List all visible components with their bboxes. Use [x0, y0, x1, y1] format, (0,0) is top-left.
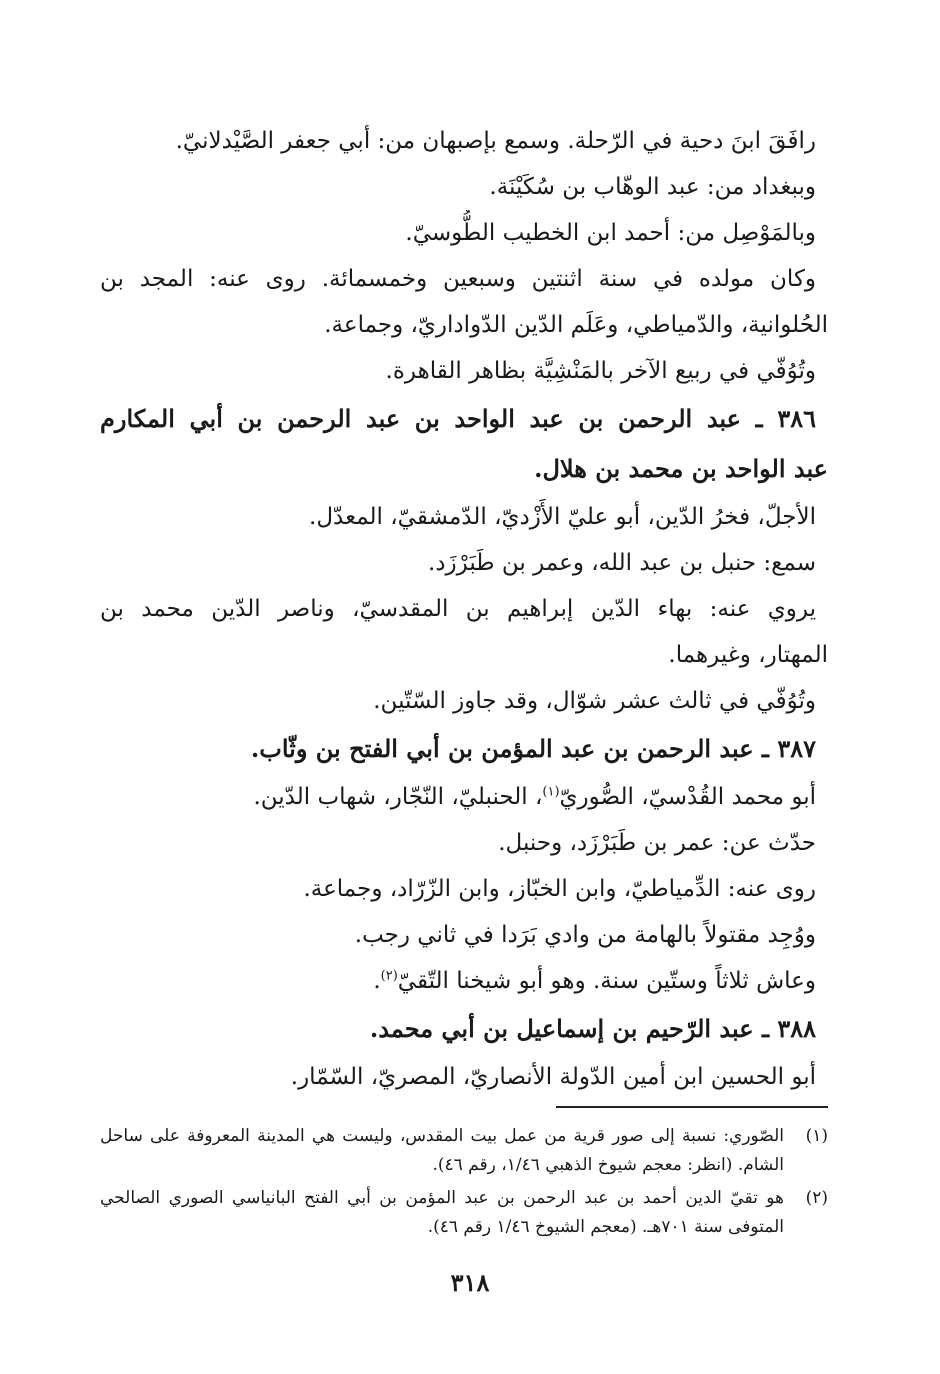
text-line: الأجلّ، فخرُ الدّين، أبو عليّ الأَزْديّ، الدّمشقيّ، المعدّل. — [309, 504, 816, 530]
footnote-ref-1: (١) — [542, 784, 560, 800]
entry-386-heading: ٣٨٦ ـ عبد الرحمن بن عبد الواحد بن عبد الرحمن بن أبي المكارم — [100, 404, 816, 433]
text-line: أبو الحسين ابن أمين الدّولة الأنصاريّ، المصريّ، السّمّار. — [290, 1064, 816, 1090]
footnotes — [100, 1122, 828, 1246]
text-line: وتُوُفّي في ربيع الآخر بالمَنْشِيَّة بظاهر القاهرة. — [385, 358, 816, 384]
footnote-divider — [556, 1106, 828, 1108]
text-line — [100, 774, 828, 820]
text-line: وبالمَوْصِل من: أحمد ابن الخطيب الطُّوسيّ. — [405, 220, 816, 246]
text-line: يروي عنه: بهاء الدّين إبراهيم بن المقدسيّ، وناصر الدّين محمد بن — [100, 596, 817, 622]
text-line: رافَقَ ابنَ دحية في الرّحلة. وسمع بإصبهان من: أبي جعفر الصَّيْدلانيّ. — [175, 128, 816, 154]
text-segment: . — [373, 968, 381, 994]
footnote-ref-2: (٢) — [380, 968, 398, 984]
text-line — [100, 958, 828, 1004]
text-line: سمع: حنبل بن عبد الله، وعمر بن طَبَرْزَد. — [428, 550, 816, 576]
text-line: حدّث عن: عمر بن طَبَرْزَد، وحنبل. — [498, 830, 816, 856]
footnote-text: هو تقيّ الدين أحمد بن عبد الرحمن بن عبد المؤمن بن أبي الفتح البانياسي الصوري الصالحي المتوفى سنة ٧٠١هـ. (معجم الشيوخ ١/٤٦ رقم ٤٦). — [100, 1188, 784, 1237]
text-segment: وعاش ثلاثاً وستّين سنة. وهو أبو شيخنا التّقيّ — [397, 968, 816, 994]
footnote-number: (١) — [805, 1126, 828, 1146]
footnote-1 — [100, 1122, 828, 1180]
text-line: وكان مولده في سنة اثنتين وسبعين وخمسمائة. روى عنه: المجد بن — [100, 266, 816, 292]
footnote-number: (٢) — [805, 1188, 828, 1208]
text-line: وتُوُفّي في ثالث عشر شوّال، وقد جاوز السّتّين. — [373, 688, 816, 714]
entry-386-heading-continued: عبد الواحد بن محمد بن هلال. — [534, 454, 828, 483]
text-line: الحُلوانية، والدّمياطي، وعَلَم الدّين الدّواداريّ، وجماعة. — [324, 312, 828, 338]
footnote-2 — [100, 1184, 828, 1242]
text-line: روى عنه: الدِّمياطيّ، وابن الخبّاز، وابن الزّرّاد، وجماعة. — [303, 876, 816, 902]
text-line: ووُجِد مقتولاً بالهامة من وادي بَرَدا في ثاني رجب. — [354, 922, 816, 948]
footnote-text: الصّوري: نسبة إلى صور قرية من عمل بيت المقدس، وليست هي المدينة المعروفة على ساحل الشام. (انظر: معجم شيوخ الذهبي ١/٤٦، رقم ٤٦). — [100, 1126, 784, 1175]
text-line: وببغداد من: عبد الوهّاب بن سُكَيْنَة. — [489, 174, 816, 200]
main-text — [100, 118, 828, 1100]
entry-388-heading: ٣٨٨ ـ عبد الرّحيم بن إسماعيل بن أبي محمد. — [369, 1014, 816, 1043]
text-segment: ، الحنبليّ، النّجّار، شهاب الدّين. — [253, 784, 543, 810]
text-line: المهتار، وغيرهما. — [668, 642, 828, 668]
text-segment: أبو محمد القُدْسيّ، الصُّوريّ — [559, 784, 816, 810]
page-number: ٣١٨ — [450, 1268, 490, 1297]
entry-387-heading: ٣٨٧ ـ عبد الرحمن بن عبد المؤمن بن أبي الفتح بن وثّاب. — [250, 734, 816, 763]
